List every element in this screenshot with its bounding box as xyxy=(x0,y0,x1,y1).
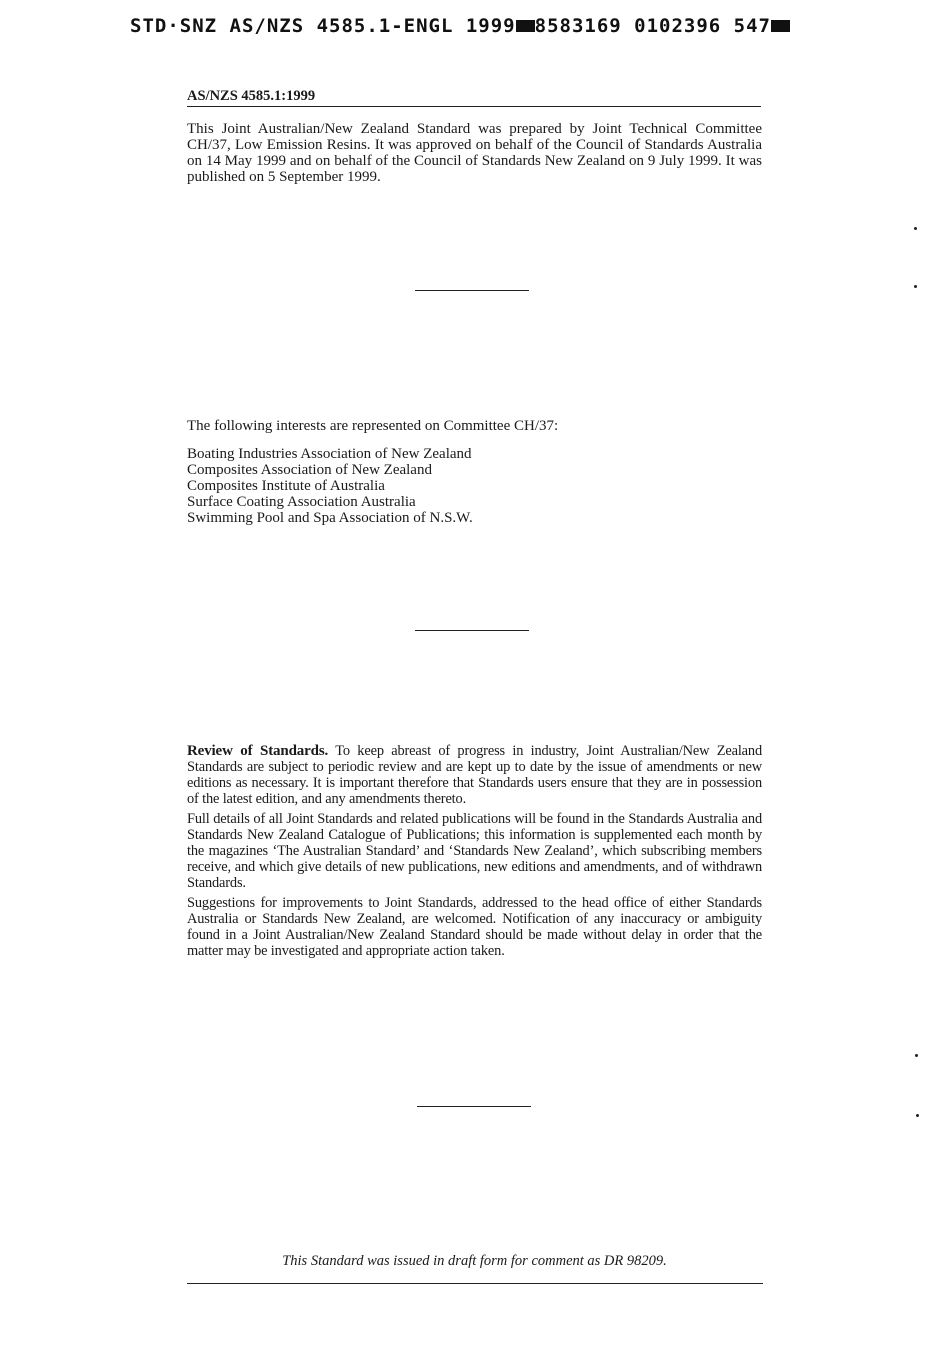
review-paragraph xyxy=(187,743,762,807)
footer-rule xyxy=(187,1283,763,1284)
review-paragraph: Full details of all Joint Standards and related publications will be found in the Standards Australia and Standards New Zealand Catalogue of Publications; this information is supplemented each month by the magazines ‘The Australian Standard’ and ‘Standards New Zealand’, which subscribing members receive, and which give details of new publications, new editions and amendments, and of withdrawn Standards. xyxy=(187,811,762,891)
control-code: STD·SNZ AS/NZS 4585.1-ENGL 1999 xyxy=(130,15,516,37)
review-of-standards xyxy=(187,743,762,963)
list-item: Swimming Pool and Spa Association of N.S.W. xyxy=(187,510,473,526)
document-control-strip xyxy=(130,14,790,38)
review-text: To keep abreast of progress in industry, Joint Australian/New Zealand Standards are subject to periodic review and are kept up to date by the issue of amendments or new editions as necessary. It is important therefore that Standards users ensure that they are in possession of the latest edition, and any amendments thereto. xyxy=(187,743,762,807)
list-item: Composites Institute of Australia xyxy=(187,478,385,494)
draft-note: This Standard was issued in draft form for comment as DR 98209. xyxy=(282,1253,667,1269)
section-divider xyxy=(417,1106,531,1107)
scan-speck xyxy=(916,1114,919,1117)
list-item: Composites Association of New Zealand xyxy=(187,462,432,478)
review-paragraph: Suggestions for improvements to Joint Standards, addressed to the head office of either Standards Australia or Standards New Zealand, are welcomed. Notification of any inaccuracy or ambiguity found in a Joint Australian/New Zealand Standard should be made without delay in order that the matter may be investigated and appropriate action taken. xyxy=(187,895,762,959)
scan-speck xyxy=(914,285,917,288)
list-item: Surface Coating Association Australia xyxy=(187,494,416,510)
barcode-block-icon xyxy=(516,20,535,32)
committee-intro: The following interests are represented on Committee CH/37: xyxy=(187,418,559,434)
scan-speck xyxy=(914,227,917,230)
barcode-block-icon xyxy=(771,20,790,32)
standard-identifier: AS/NZS 4585.1:1999 xyxy=(187,88,761,107)
review-heading: Review of Standards. xyxy=(187,743,329,759)
preparation-notice: This Joint Australian/New Zealand Standard was prepared by Joint Technical Committee CH/37, Low Emission Resins. It was approved on behalf of the Council of Standards Australia on 14 May 1999 and on behalf of the Council of Standards New Zealand on 9 July 1999. It was published on 5 September 1999. xyxy=(187,121,762,185)
scan-speck xyxy=(915,1054,918,1057)
committee-member-list xyxy=(187,446,473,526)
section-divider xyxy=(415,630,529,631)
list-item: Boating Industries Association of New Zealand xyxy=(187,446,472,462)
control-number: 8583169 0102396 547 xyxy=(534,15,771,37)
section-divider xyxy=(415,290,529,291)
